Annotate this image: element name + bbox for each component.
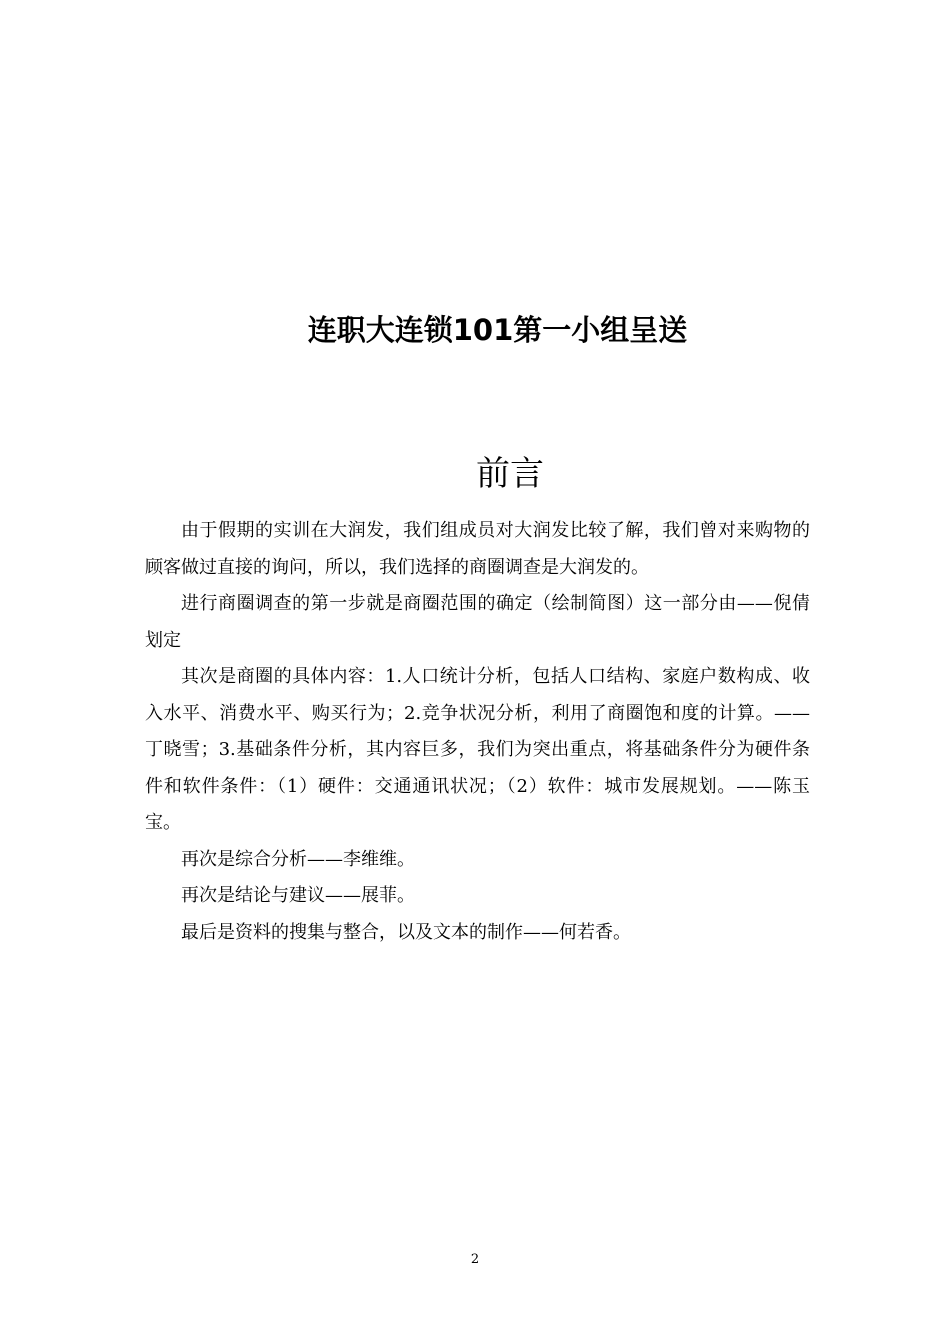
dedication-banner: 连职大连锁101第一小组呈送 bbox=[307, 313, 688, 347]
preface-heading: 前言 bbox=[476, 454, 544, 494]
paragraph: 再次是结论与建议——展菲。 bbox=[181, 885, 415, 906]
paragraph: 最后是资料的搜集与整合，以及文本的制作——何若香。 bbox=[181, 921, 631, 943]
page-number: 2 bbox=[470, 1252, 480, 1267]
paragraph: 由于假期的实训在大润发，我们组成员对大润发比较了解，我们曾对来购物的顾客做过直接的询问，所以，我们选择的商圈调查是大润发的。 bbox=[145, 520, 810, 578]
paragraph: 再次是综合分析——李维维。 bbox=[181, 848, 415, 870]
paragraph: 进行商圈调查的第一步就是商圈范围的确定（绘制简图）这一部分由——倪倩划定 bbox=[145, 593, 810, 651]
paragraph: 其次是商圈的具体内容：1.人口统计分析，包括人口结构、家庭户数构成、收入水平、消费水平、购买行为；2.竞争状况分析，利用了商圈饱和度的计算。——丁晓雪；3.基础条件分析，其内容巨多，我们为突出重点，将基础条件分为硬件条件和软件条件：（1）硬件：交通通讯状况；（2）软件：城市发展规划。——陈玉宝。 bbox=[145, 666, 810, 833]
preface-body bbox=[145, 513, 810, 951]
